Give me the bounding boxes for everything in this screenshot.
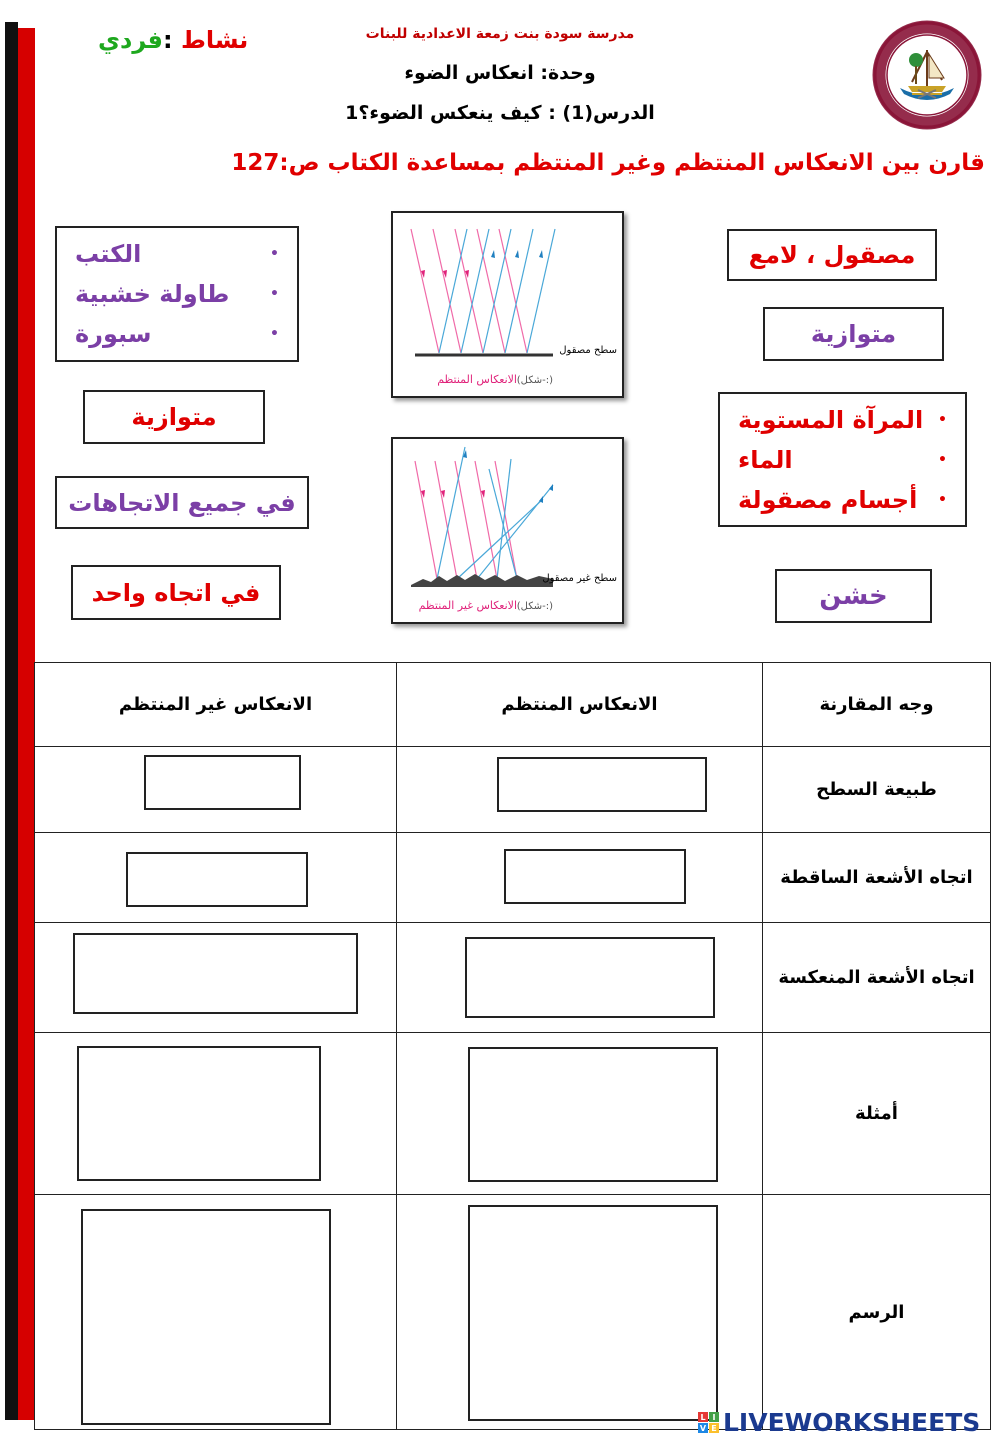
header-regular: الانعكاس المنتظم <box>397 663 763 747</box>
drop-zone-surface-diffuse[interactable] <box>144 755 301 810</box>
ministry-logo <box>872 20 982 130</box>
drop-zone-examples-regular[interactable] <box>468 1047 718 1182</box>
drop-cell <box>397 1195 763 1430</box>
drop-zone-reflected-diffuse[interactable] <box>73 933 358 1014</box>
bullet-icon: • <box>270 246 279 262</box>
answer-one-direction[interactable]: في اتجاه واحد <box>71 565 281 620</box>
table-row <box>35 1195 991 1430</box>
lesson-title: الدرس(1) : كيف ينعكس الضوء؟1 <box>345 102 655 124</box>
list-item: • المرآة المستوية <box>738 400 947 440</box>
row-label-reflected: اتجاه الأشعة المنعكسة <box>763 923 991 1033</box>
comparison-table <box>34 662 991 1430</box>
table-header-row <box>35 663 991 747</box>
watermark-text: LIVEWORKSHEETS <box>723 1408 981 1437</box>
table-row <box>35 923 991 1033</box>
surface-label: سطح غير مصقول <box>542 573 617 584</box>
drop-zone-surface-regular[interactable] <box>497 757 707 812</box>
row-label-drawing: الرسم <box>763 1195 991 1430</box>
figure-caption: الانعكاس غير المنتظم <box>418 599 517 612</box>
drop-cell <box>397 923 763 1033</box>
bullet-icon: • <box>938 411 947 428</box>
bullet-icon: • <box>938 491 947 508</box>
answer-examples-diffuse[interactable] <box>55 226 299 362</box>
figure-number: (شكل-:) <box>516 601 553 612</box>
drop-cell <box>35 833 397 923</box>
activity-label: نشاط <box>180 26 249 54</box>
left-border-red <box>18 28 35 1420</box>
row-label-incident: اتجاه الأشعة الساقطة <box>763 833 991 923</box>
ministry-seal-icon <box>872 20 982 130</box>
drop-zone-incident-regular[interactable] <box>504 849 686 904</box>
liveworksheets-watermark <box>698 1408 980 1437</box>
drop-cell <box>397 1033 763 1195</box>
activity-type <box>98 26 248 54</box>
drop-cell <box>35 747 397 833</box>
header-comparison: وجه المقارنة <box>763 663 991 747</box>
list-item: • طاولة خشبية <box>75 274 279 314</box>
list-item: • الكتب <box>75 234 279 274</box>
table-row <box>35 747 991 833</box>
left-border-black <box>5 22 18 1420</box>
instruction-text: قارن بين الانعكاس المنتظم وغير المنتظم بمساعدة الكتاب ص:127 <box>231 150 985 176</box>
table-row <box>35 833 991 923</box>
drop-cell <box>397 747 763 833</box>
list-item: • الماء <box>738 440 947 480</box>
list-item: • أجسام مصقولة <box>738 480 947 520</box>
drop-zone-reflected-regular[interactable] <box>465 937 715 1018</box>
drop-cell <box>35 923 397 1033</box>
bullet-icon: • <box>270 326 279 342</box>
bullet-icon: • <box>938 451 947 468</box>
drop-cell <box>35 1195 397 1430</box>
drop-cell <box>35 1033 397 1195</box>
activity-colon: : <box>162 26 173 54</box>
answer-parallel-left[interactable]: متوازية <box>83 390 265 444</box>
regular-reflection-diagram <box>393 213 622 396</box>
surface-label: سطح مصقول <box>559 345 617 356</box>
diffuse-reflection-diagram <box>393 439 622 622</box>
answer-all-directions[interactable]: في جميع الاتجاهات <box>55 476 309 529</box>
figure-caption: الانعكاس المنتظم <box>437 373 517 386</box>
answer-parallel-right[interactable]: متوازية <box>763 307 944 361</box>
header-diffuse: الانعكاس غير المنتظم <box>35 663 397 747</box>
list-item: • سبورة <box>75 314 279 354</box>
table-row <box>35 1033 991 1195</box>
activity-value: فردي <box>98 26 163 54</box>
drop-zone-incident-diffuse[interactable] <box>126 852 308 907</box>
answer-rough[interactable]: خشن <box>775 569 932 623</box>
unit-title: وحدة: انعكاس الضوء <box>404 62 596 84</box>
answer-examples-regular[interactable] <box>718 392 967 527</box>
row-label-surface: طبيعة السطح <box>763 747 991 833</box>
school-name: مدرسة سودة بنت زمعة الاعدادية للبنات <box>365 26 635 42</box>
figure-regular-reflection[interactable] <box>391 211 624 398</box>
drop-zone-examples-diffuse[interactable] <box>77 1046 321 1181</box>
drop-zone-drawing-diffuse[interactable] <box>81 1209 331 1425</box>
bullet-icon: • <box>270 286 279 302</box>
figure-number: (شكل-:) <box>516 375 553 386</box>
row-label-examples: أمثلة <box>763 1033 991 1195</box>
liveworksheets-logo-icon: L I V E <box>698 1412 719 1433</box>
answer-smooth[interactable]: مصقول ، لامع <box>727 229 937 281</box>
figure-diffuse-reflection[interactable] <box>391 437 624 624</box>
drop-zone-drawing-regular[interactable] <box>468 1205 718 1421</box>
drop-cell <box>397 833 763 923</box>
